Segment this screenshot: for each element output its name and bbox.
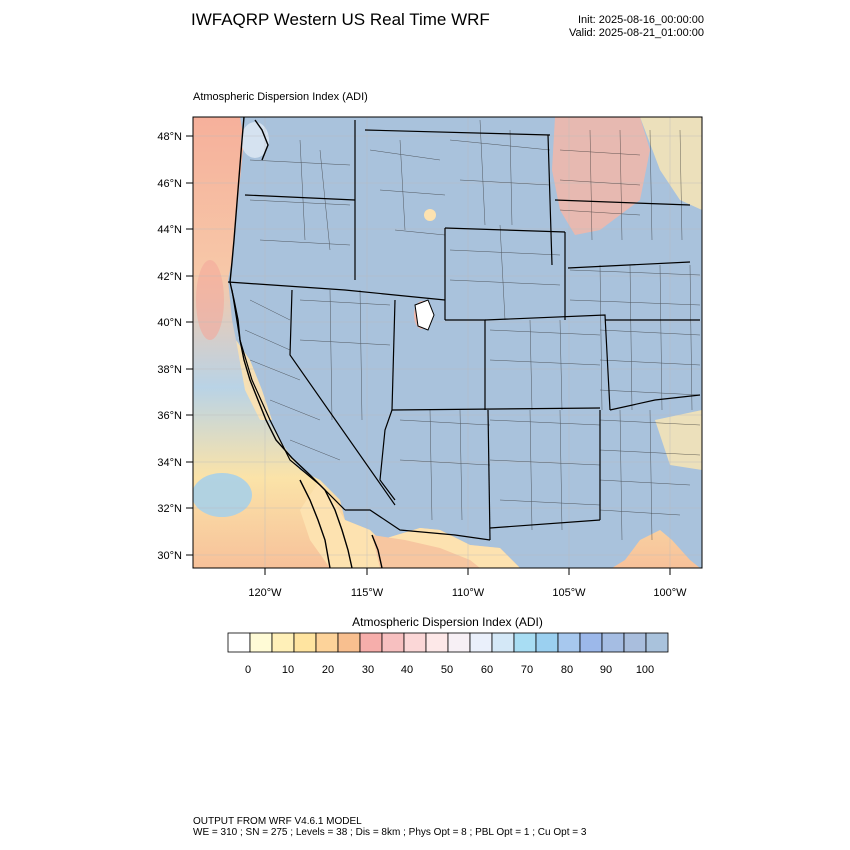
lat-label: 38°N (157, 364, 182, 376)
lon-labels (248, 587, 687, 599)
colorbar-box (470, 633, 492, 652)
colorbar-box (382, 633, 404, 652)
lon-label: 110°W (451, 587, 485, 599)
colorbar-box (316, 633, 338, 652)
colorbar-box (448, 633, 470, 652)
lat-label: 46°N (157, 178, 182, 190)
ocean-blue-patch (192, 473, 252, 517)
colorbar-label: 40 (400, 664, 414, 676)
colorbar-box (426, 633, 448, 652)
lon-label: 100°W (653, 587, 687, 599)
lat-label: 48°N (157, 131, 182, 143)
ocean-blue-patch (196, 260, 224, 340)
lon-ticks (265, 568, 670, 575)
colorbar-label: 80 (560, 664, 574, 676)
lat-label: 32°N (157, 503, 182, 515)
colorbar-label: 0 (244, 664, 252, 676)
colorbar-box (272, 633, 294, 652)
map-area (192, 117, 702, 568)
colorbar-label: 30 (361, 664, 375, 676)
colorbar-box (646, 633, 668, 652)
colorbar-box (338, 633, 360, 652)
warm-patch (424, 209, 436, 221)
colorbar-label: 100 (635, 664, 655, 676)
lat-label: 30°N (157, 550, 182, 562)
colorbar-label: 70 (520, 664, 534, 676)
lat-label: 34°N (157, 457, 182, 469)
colorbar-label: 60 (480, 664, 494, 676)
colorbar-label: 20 (321, 664, 335, 676)
lat-labels (157, 131, 182, 562)
colorbar-box (294, 633, 316, 652)
lon-label: 120°W (248, 587, 282, 599)
colorbar-labels (245, 664, 654, 676)
colorbar-box (514, 633, 536, 652)
colorbar-box (250, 633, 272, 652)
colorbar-box (492, 633, 514, 652)
colorbar-box (602, 633, 624, 652)
lat-ticks (186, 136, 193, 555)
lat-label: 44°N (157, 224, 182, 236)
colorbar-box (624, 633, 646, 652)
colorbar-title: Atmospheric Dispersion Index (ADI) (352, 615, 543, 629)
lon-label: 115°W (350, 587, 384, 599)
colorbar-box (580, 633, 602, 652)
model-info-line2: WE = 310 ; SN = 275 ; Levels = 38 ; Dis = 8km ; Phys Opt = 8 ; PBL Opt = 1 ; Cu Opt = 3 (193, 827, 587, 838)
colorbar-label: 10 (281, 664, 295, 676)
colorbar-box (228, 633, 250, 652)
model-info (193, 816, 586, 838)
colorbar-box (360, 633, 382, 652)
colorbar-box (536, 633, 558, 652)
plot-title: IWFAQRP Western US Real Time WRF (191, 10, 490, 29)
lat-label: 36°N (157, 410, 182, 422)
lat-label: 42°N (157, 271, 182, 283)
map-subtitle: Atmospheric Dispersion Index (ADI) (193, 91, 368, 103)
colorbar (228, 633, 668, 652)
colorbar-box (404, 633, 426, 652)
lat-label: 40°N (157, 317, 182, 329)
colorbar-label: 50 (440, 664, 454, 676)
init-time: Init: 2025-08-16_00:00:00 (578, 14, 704, 26)
lon-label: 105°W (552, 587, 586, 599)
model-info-line1: OUTPUT FROM WRF V4.6.1 MODEL (193, 816, 362, 827)
colorbar-label: 90 (599, 664, 613, 676)
colorbar-box (558, 633, 580, 652)
valid-time: Valid: 2025-08-21_01:00:00 (569, 27, 704, 39)
